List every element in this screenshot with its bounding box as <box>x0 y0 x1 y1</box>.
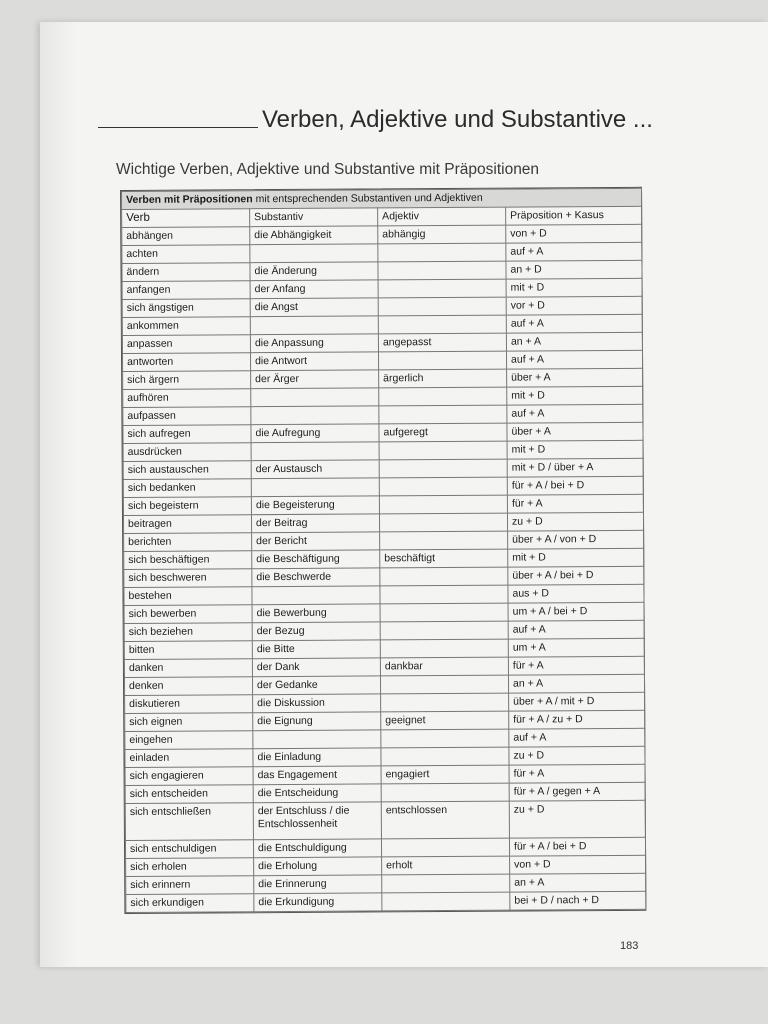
cell-substantiv: die Diskussion <box>253 694 381 713</box>
cell-praeposition: für + A <box>509 764 645 783</box>
cell-praeposition: an + A <box>510 873 646 892</box>
cell-adjektiv <box>378 261 506 280</box>
cell-verb: einladen <box>125 749 253 768</box>
cell-verb: sich beziehen <box>124 623 252 642</box>
cell-verb: achten <box>122 245 250 264</box>
cell-substantiv: die Aufregung <box>251 424 379 443</box>
table-row <box>126 891 646 912</box>
cell-substantiv <box>251 388 379 407</box>
cell-adjektiv: aufgeregt <box>379 423 507 442</box>
table <box>121 188 646 913</box>
preposition-table <box>120 187 646 914</box>
cell-verb: beitragen <box>123 515 251 534</box>
cell-praeposition: zu + D <box>509 800 645 838</box>
cell-substantiv <box>250 244 378 263</box>
cell-substantiv: die Eignung <box>253 712 381 731</box>
cell-adjektiv <box>380 585 508 604</box>
cell-praeposition: aus + D <box>508 584 644 603</box>
cell-verb: abhängen <box>122 227 250 246</box>
cell-verb: berichten <box>124 533 252 552</box>
cell-substantiv: der Entschluss / die Entschlossenheit <box>253 802 381 840</box>
cell-verb: bestehen <box>124 587 252 606</box>
cell-adjektiv: angepasst <box>378 333 506 352</box>
cell-substantiv: die Erinnerung <box>254 875 382 894</box>
cell-substantiv: der Bezug <box>252 622 380 641</box>
cell-praeposition: für + A / gegen + A <box>509 782 645 801</box>
cell-substantiv: die Bewerbung <box>252 604 380 623</box>
cell-adjektiv: erholt <box>382 856 510 875</box>
cell-praeposition: auf + A <box>506 242 642 261</box>
cell-substantiv: der Ärger <box>251 370 379 389</box>
cell-verb: sich entscheiden <box>125 785 253 804</box>
cell-adjektiv <box>382 874 510 893</box>
cell-verb: sich aufregen <box>123 425 251 444</box>
cell-substantiv: die Erholung <box>254 857 382 876</box>
cell-verb: sich bewerben <box>124 605 252 624</box>
table-row <box>125 800 645 840</box>
heading-rule <box>98 127 258 128</box>
cell-praeposition: zu + D <box>507 512 643 531</box>
cell-adjektiv: entschlossen <box>381 801 509 839</box>
column-header-adjektiv: Adjektiv <box>378 207 506 226</box>
cell-praeposition: für + A <box>508 656 644 675</box>
cell-substantiv <box>251 478 379 497</box>
cell-adjektiv: dankbar <box>380 657 508 676</box>
cell-adjektiv <box>380 621 508 640</box>
cell-verb: sich eignen <box>125 713 253 732</box>
cell-verb: aufpassen <box>123 407 251 426</box>
cell-adjektiv: abhängig <box>378 225 506 244</box>
cell-substantiv: die Entschuldigung <box>253 839 381 858</box>
cell-praeposition: über + A / von + D <box>508 530 644 549</box>
cell-substantiv <box>250 316 378 335</box>
cell-substantiv: der Bericht <box>252 532 380 551</box>
cell-verb: danken <box>124 659 252 678</box>
cell-praeposition: über + A / bei + D <box>508 566 644 585</box>
cell-adjektiv: engagiert <box>381 765 509 784</box>
table-caption-rest: mit entsprechenden Substantiven und Adjektiven <box>252 191 483 206</box>
cell-substantiv: das Engagement <box>253 766 381 785</box>
cell-substantiv: der Austausch <box>251 460 379 479</box>
cell-praeposition: auf + A <box>508 620 644 639</box>
cell-verb: antworten <box>122 353 250 372</box>
cell-praeposition: auf + A <box>506 350 642 369</box>
page-fold-shadow <box>40 22 76 967</box>
cell-adjektiv <box>379 495 507 514</box>
cell-substantiv: die Anpassung <box>250 334 378 353</box>
cell-adjektiv <box>380 531 508 550</box>
cell-adjektiv <box>378 279 506 298</box>
cell-substantiv: die Antwort <box>250 352 378 371</box>
cell-adjektiv <box>379 513 507 532</box>
cell-substantiv: die Erkundigung <box>254 893 382 912</box>
column-header-praeposition: Präposition + Kasus <box>506 206 642 225</box>
cell-praeposition: von + D <box>510 855 646 874</box>
cell-adjektiv <box>378 297 506 316</box>
cell-praeposition: für + A / bei + D <box>509 837 645 856</box>
cell-praeposition: auf + A <box>509 728 645 747</box>
cell-substantiv: die Bitte <box>252 640 380 659</box>
cell-praeposition: an + D <box>506 260 642 279</box>
cell-praeposition: für + A / zu + D <box>509 710 645 729</box>
cell-adjektiv <box>379 405 507 424</box>
cell-praeposition: mit + D / über + A <box>507 458 643 477</box>
cell-verb: bitten <box>124 641 252 660</box>
cell-adjektiv <box>379 477 507 496</box>
cell-verb: sich beschäftigen <box>124 551 252 570</box>
cell-substantiv: der Beitrag <box>251 514 379 533</box>
cell-adjektiv <box>380 639 508 658</box>
cell-verb: ankommen <box>122 317 250 336</box>
cell-adjektiv <box>381 838 509 857</box>
cell-verb: diskutieren <box>125 695 253 714</box>
table-body <box>122 224 646 912</box>
cell-adjektiv <box>379 387 507 406</box>
cell-substantiv: der Anfang <box>250 280 378 299</box>
cell-praeposition: mit + D <box>507 440 643 459</box>
cell-verb: aufhören <box>123 389 251 408</box>
column-header-substantiv: Substantiv <box>250 208 378 227</box>
cell-verb: sich erkundigen <box>126 894 254 913</box>
cell-verb: ändern <box>122 263 250 282</box>
cell-adjektiv: ärgerlich <box>379 369 507 388</box>
cell-substantiv: der Gedanke <box>252 676 380 695</box>
cell-praeposition: mit + D <box>506 278 642 297</box>
cell-substantiv <box>251 406 379 425</box>
cell-substantiv: die Abhängigkeit <box>250 226 378 245</box>
cell-verb: sich ärgern <box>123 371 251 390</box>
cell-substantiv: die Einladung <box>253 748 381 767</box>
cell-adjektiv: geeignet <box>381 711 509 730</box>
cell-praeposition: mit + D <box>508 548 644 567</box>
cell-adjektiv <box>381 747 509 766</box>
cell-verb: sich begeistern <box>123 497 251 516</box>
cell-verb: sich beschweren <box>124 569 252 588</box>
cell-adjektiv <box>380 567 508 586</box>
cell-substantiv <box>251 442 379 461</box>
cell-verb: sich engagieren <box>125 767 253 786</box>
cell-adjektiv <box>381 783 509 802</box>
cell-praeposition: mit + D <box>507 386 643 405</box>
cell-verb: sich entschließen <box>125 803 253 841</box>
cell-substantiv: die Beschwerde <box>252 568 380 587</box>
page-number: 183 <box>620 940 639 952</box>
table-caption-bold: Verben mit Präpositionen <box>126 193 253 206</box>
page-title: Verben, Adjektive und Substantive ... <box>262 106 653 133</box>
cell-verb: anfangen <box>122 281 250 300</box>
cell-verb: sich entschuldigen <box>125 840 253 859</box>
cell-substantiv: die Entscheidung <box>253 784 381 803</box>
cell-substantiv: die Änderung <box>250 262 378 281</box>
cell-verb: sich ängstigen <box>122 299 250 318</box>
cell-praeposition: über + A <box>507 422 643 441</box>
cell-adjektiv <box>380 675 508 694</box>
cell-praeposition: an + A <box>508 674 644 693</box>
cell-praeposition: an + A <box>506 332 642 351</box>
cell-praeposition: zu + D <box>509 746 645 765</box>
cell-substantiv <box>252 586 380 605</box>
cell-verb: sich erinnern <box>126 876 254 895</box>
cell-adjektiv <box>378 243 506 262</box>
cell-praeposition: über + A <box>507 368 643 387</box>
cell-praeposition: von + D <box>506 224 642 243</box>
cell-verb: sich austauschen <box>123 461 251 480</box>
cell-adjektiv <box>379 459 507 478</box>
cell-adjektiv <box>378 351 506 370</box>
cell-substantiv: die Angst <box>250 298 378 317</box>
cell-verb: ausdrücken <box>123 443 251 462</box>
cell-adjektiv <box>380 603 508 622</box>
cell-adjektiv: beschäftigt <box>380 549 508 568</box>
cell-adjektiv <box>379 441 507 460</box>
cell-praeposition: über + A / mit + D <box>509 692 645 711</box>
cell-praeposition: vor + D <box>506 296 642 315</box>
cell-praeposition: um + A <box>508 638 644 657</box>
section-subtitle: Wichtige Verben, Adjektive und Substantive mit Präpositionen <box>116 161 540 178</box>
cell-praeposition: um + A / bei + D <box>508 602 644 621</box>
cell-substantiv: die Beschäftigung <box>252 550 380 569</box>
cell-adjektiv <box>378 315 506 334</box>
cell-substantiv: der Dank <box>252 658 380 677</box>
cell-praeposition: für + A <box>507 494 643 513</box>
cell-verb: sich erholen <box>126 858 254 877</box>
cell-verb: sich bedanken <box>123 479 251 498</box>
cell-verb: denken <box>124 677 252 696</box>
cell-adjektiv <box>382 892 510 911</box>
cell-praeposition: auf + A <box>507 404 643 423</box>
cell-verb: eingehen <box>125 731 253 750</box>
cell-verb: anpassen <box>122 335 250 354</box>
cell-adjektiv <box>381 693 509 712</box>
cell-substantiv <box>253 730 381 749</box>
cell-substantiv: die Begeisterung <box>251 496 379 515</box>
cell-praeposition: bei + D / nach + D <box>510 891 646 910</box>
cell-praeposition: auf + A <box>506 314 642 333</box>
cell-adjektiv <box>381 729 509 748</box>
column-header-verb: Verb <box>122 209 250 228</box>
cell-praeposition: für + A / bei + D <box>507 476 643 495</box>
